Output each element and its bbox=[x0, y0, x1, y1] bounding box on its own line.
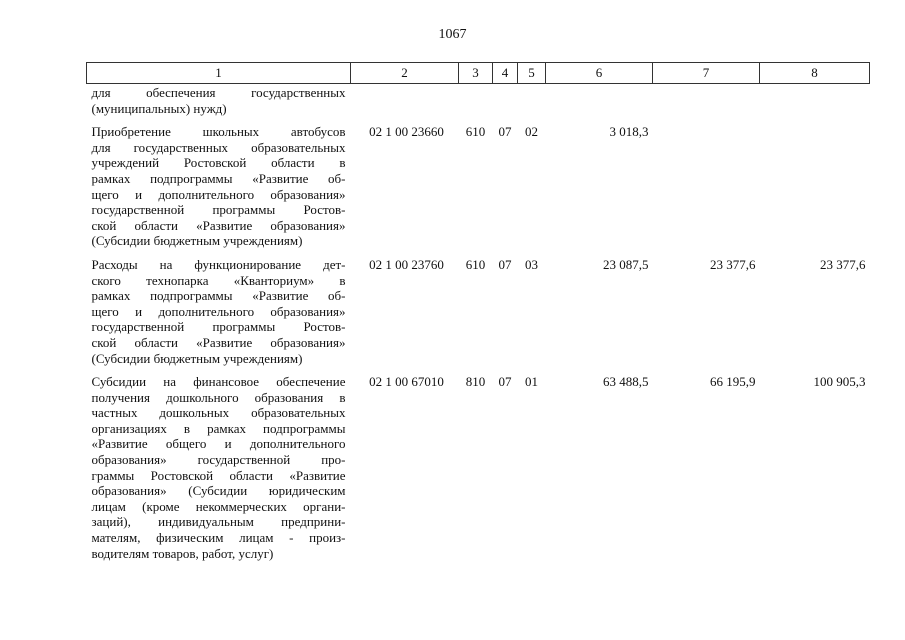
description-line: для государственных образовательных bbox=[91, 139, 346, 155]
amount-year-3 bbox=[760, 116, 870, 249]
description-line: Субсидии на финансовое обеспечение bbox=[91, 374, 346, 390]
table-row bbox=[87, 249, 870, 366]
description-line: ской области «Развитие образования» bbox=[91, 334, 346, 350]
amount-year-1 bbox=[546, 84, 653, 117]
section-code: 07 bbox=[498, 374, 512, 390]
description-line: заций), индивидуальным предприни- bbox=[91, 514, 346, 530]
amount-year-2 bbox=[653, 116, 760, 249]
amount-year-3 bbox=[760, 84, 870, 117]
target-article-code bbox=[351, 84, 459, 117]
description-line: частных дошкольных образовательных bbox=[91, 405, 346, 421]
description-line: щего и дополнительного образования» bbox=[91, 186, 346, 202]
description-line: (Субсидии бюджетным учреждениям) bbox=[91, 350, 303, 366]
description-line: Расходы на функционирование дет- bbox=[91, 256, 346, 272]
target-article-code: 02 1 00 67010 bbox=[369, 374, 444, 390]
subsection-code: 03 bbox=[525, 256, 538, 272]
expense-type-code: 610 bbox=[465, 124, 486, 140]
description-line: (Субсидии бюджетным учреждениям) bbox=[91, 233, 303, 249]
section-code: 07 bbox=[498, 124, 512, 140]
expense-type-code: 610 bbox=[465, 256, 486, 272]
description-line: рамках подпрограммы «Развитие об- bbox=[91, 170, 346, 186]
table-row bbox=[87, 366, 870, 561]
description-line: граммы Ростовской области «Развитие bbox=[91, 467, 346, 483]
table-row bbox=[87, 116, 870, 249]
column-header-1: 1 bbox=[87, 63, 351, 84]
description-line: учреждений Ростовской области в bbox=[91, 155, 346, 171]
description-line: образования» (Субсидии юридическим bbox=[91, 483, 346, 499]
description-line: мателям, физическим лицам - произ- bbox=[91, 530, 346, 546]
description-line: для обеспечения государственных bbox=[91, 85, 346, 100]
description-line: организациях в рамках подпрограммы bbox=[91, 420, 346, 436]
amount-year-1: 23 087,5 bbox=[603, 256, 649, 272]
description-line: щего и дополнительного образования» bbox=[91, 303, 346, 319]
row-description bbox=[87, 249, 351, 366]
table-body bbox=[87, 84, 870, 562]
header-row bbox=[87, 63, 870, 84]
column-header-5: 5 bbox=[518, 63, 546, 84]
column-header-4: 4 bbox=[493, 63, 518, 84]
amount-year-3: 23 377,6 bbox=[820, 256, 866, 272]
description-line: Приобретение школьных автобусов bbox=[91, 124, 346, 140]
subsection-code: 02 bbox=[525, 124, 538, 140]
description-line: водителям товаров, работ, услуг) bbox=[91, 545, 274, 561]
description-line: государственной программы Ростов- bbox=[91, 202, 346, 218]
row-description bbox=[87, 116, 351, 249]
description-line: «Развитие общего и дополнительного bbox=[91, 436, 346, 452]
amount-year-1: 3 018,3 bbox=[609, 124, 649, 140]
expense-type-code: 810 bbox=[465, 374, 486, 390]
page-number: 1067 bbox=[438, 27, 467, 42]
subsection-code bbox=[518, 84, 546, 117]
description-line: образования» государственной про- bbox=[91, 452, 346, 468]
section-code bbox=[493, 84, 518, 117]
amount-year-3: 100 905,3 bbox=[813, 374, 866, 390]
target-article-code: 02 1 00 23760 bbox=[369, 256, 444, 272]
description-line: получения дошкольного образования в bbox=[91, 389, 346, 405]
column-header-3: 3 bbox=[459, 63, 493, 84]
subsection-code: 01 bbox=[525, 374, 538, 390]
table-row bbox=[87, 84, 870, 117]
table-header bbox=[87, 63, 870, 84]
description-line: ской области «Развитие образования» bbox=[91, 217, 346, 233]
column-header-7: 7 bbox=[653, 63, 760, 84]
description-line: ского технопарка «Кванториум» в bbox=[91, 272, 346, 288]
row-description bbox=[87, 366, 351, 561]
column-header-2: 2 bbox=[351, 63, 459, 84]
description-line: государственной программы Ростов- bbox=[91, 319, 346, 335]
amount-year-2: 66 195,9 bbox=[710, 374, 756, 390]
row-description bbox=[87, 84, 351, 117]
budget-table bbox=[86, 62, 870, 561]
description-line: рамках подпрограммы «Развитие об- bbox=[91, 288, 346, 304]
target-article-code: 02 1 00 23660 bbox=[369, 124, 444, 140]
description-line: лицам (кроме некоммерческих органи- bbox=[91, 498, 346, 514]
amount-year-1: 63 488,5 bbox=[603, 374, 649, 390]
expense-type-code bbox=[459, 84, 493, 117]
section-code: 07 bbox=[498, 256, 512, 272]
amount-year-2 bbox=[653, 84, 760, 117]
description-line: (муниципальных) нужд) bbox=[91, 100, 227, 116]
amount-year-2: 23 377,6 bbox=[710, 256, 756, 272]
column-header-6: 6 bbox=[546, 63, 653, 84]
column-header-8: 8 bbox=[760, 63, 870, 84]
